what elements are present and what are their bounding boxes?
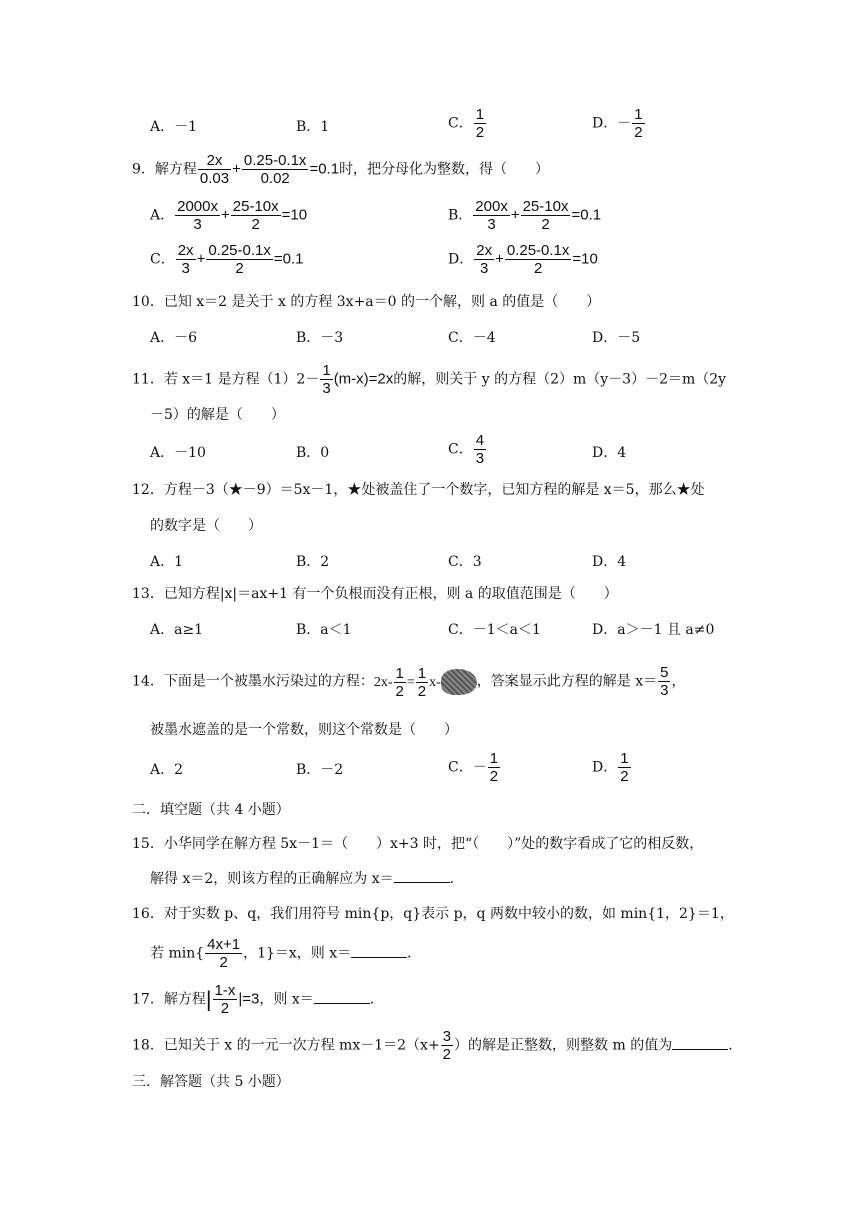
q12-option-c: C．3: [448, 554, 482, 570]
q13-option-d: D．a＞－1 且 a≠0: [592, 622, 715, 638]
ink-blot: [441, 669, 477, 695]
question-14-line2: 被墨水遮盖的是一个常数，则这个常数是（ ）: [150, 722, 458, 738]
question-11: 11．若 x＝1 是方程（1）2－ $\frac{1}{3}$ (m-x)=2x的解，则关于 y 的方程（2）m（y－3）－2＝m（2y: [132, 362, 727, 397]
question-16-line2: 若 min{ $\frac{4x+1}{2}$ ，1}＝x，则 x＝ ．: [150, 936, 422, 971]
q11-option-c: C． $\frac{4}{3}$: [448, 432, 485, 467]
q12-option-b: B．2: [296, 554, 330, 570]
q10-option-d: D．－5: [592, 330, 641, 346]
question-12-line2: 的数字是（ ）: [150, 518, 262, 534]
q9-option-c: C． $\frac{2x}{3}$ + $\frac{0.25-0.1x}{2}$ =0.1: [150, 242, 304, 277]
answer-blank[interactable]: [672, 1035, 728, 1050]
q8-option-d: D．－ $\frac{1}{2}$: [592, 106, 643, 141]
q13-option-b: B．a＜1: [296, 622, 352, 638]
question-10: 10．已知 x＝2 是关于 x 的方程 3x+a＝0 的一个解，则 a 的值是（ ）: [132, 294, 601, 310]
q10-option-b: B．－3: [296, 330, 344, 346]
section-2-heading: 二．填空题（共 4 小题）: [132, 802, 290, 818]
q11-option-d: D．4: [592, 445, 627, 461]
question-14: 14．下面是一个被墨水污染过的方程：2x- $\frac{1}{2}$ = $\frac{1}{2}$ x- ，答案显示此方程的解是 x＝ $\frac{5}{3}$ ，: [132, 664, 686, 700]
question-15: 15．小华同学在解方程 5x－1＝（ ）x+3 时，把“（ ）”处的数字看成了它的相反数，: [132, 836, 704, 852]
question-18: 18．已知关于 x 的一元一次方程 mx－1＝2（x+ $\frac{3}{2}$ ）的解是正整数，则整数 m 的值为 ．: [132, 1028, 743, 1063]
q13-option-a: A．a≥1: [150, 622, 204, 638]
q11-option-b: B．0: [296, 445, 330, 461]
q8-option-b: B．1: [296, 119, 330, 135]
q9-option-d: D． $\frac{2x}{3}$ + $\frac{0.25-0.1x}{2}$ =10: [448, 242, 598, 277]
q9-option-b: B． $\frac{200x}{3}$ + $\frac{25-10x}{2}$ =0.1: [448, 198, 602, 233]
q10-option-a: A．－6: [150, 330, 198, 346]
q14-option-b: B．－2: [296, 762, 344, 778]
question-9: 9．解方程 $\frac{2x}{0.03}$ + $\frac{0.25-0.1x}{0.02}$ =0.1时，把分母化为整数，得（ ）: [132, 152, 550, 187]
q14-option-c: C．－ $\frac{1}{2}$: [448, 750, 499, 785]
question-17: 17．解方程| $\frac{1-x}{2}$ |=3，则 x＝ ．: [132, 982, 384, 1017]
q8-option-c: C． $\frac{1}{2}$: [448, 106, 485, 141]
answer-blank[interactable]: [394, 868, 450, 883]
answer-blank[interactable]: [351, 943, 407, 958]
q13-option-c: C．－1＜a＜1: [448, 622, 541, 638]
q11-option-a: A．－10: [150, 445, 206, 461]
ink-equation: 2x- $\frac{1}{2}$ = $\frac{1}{2}$ x-: [374, 675, 477, 690]
question-13: 13．已知方程|x|＝ax+1 有一个负根而没有正根，则 a 的取值范围是（ ）: [132, 586, 618, 602]
question-11-line2: －5）的解是（ ）: [150, 407, 285, 423]
q10-option-c: C．－4: [448, 330, 496, 346]
q8-option-a: A．－1: [150, 119, 198, 135]
q14-option-a: A．2: [150, 762, 184, 778]
q12-option-d: D．4: [592, 554, 627, 570]
q9-option-a: A． $\frac{2000x}{3}$ + $\frac{25-10x}{2}$ =10: [150, 198, 308, 233]
answer-blank[interactable]: [314, 989, 370, 1004]
question-16: 16．对于实数 p、q，我们用符号 min{p，q}表示 p，q 两数中较小的数，如 min{1，2}＝1，: [132, 906, 734, 922]
section-3-heading: 三．解答题（共 5 小题）: [132, 1074, 290, 1090]
question-12: 12．方程－3（★－9）＝5x－1，★处被盖住了一个数字，已知方程的解是 x＝5，那么★处: [132, 482, 705, 498]
question-15-line2: 解得 x＝2，则该方程的正确解应为 x＝ ．: [150, 868, 464, 889]
q12-option-a: A．1: [150, 554, 184, 570]
q14-option-d: D． $\frac{1}{2}$: [592, 750, 629, 785]
